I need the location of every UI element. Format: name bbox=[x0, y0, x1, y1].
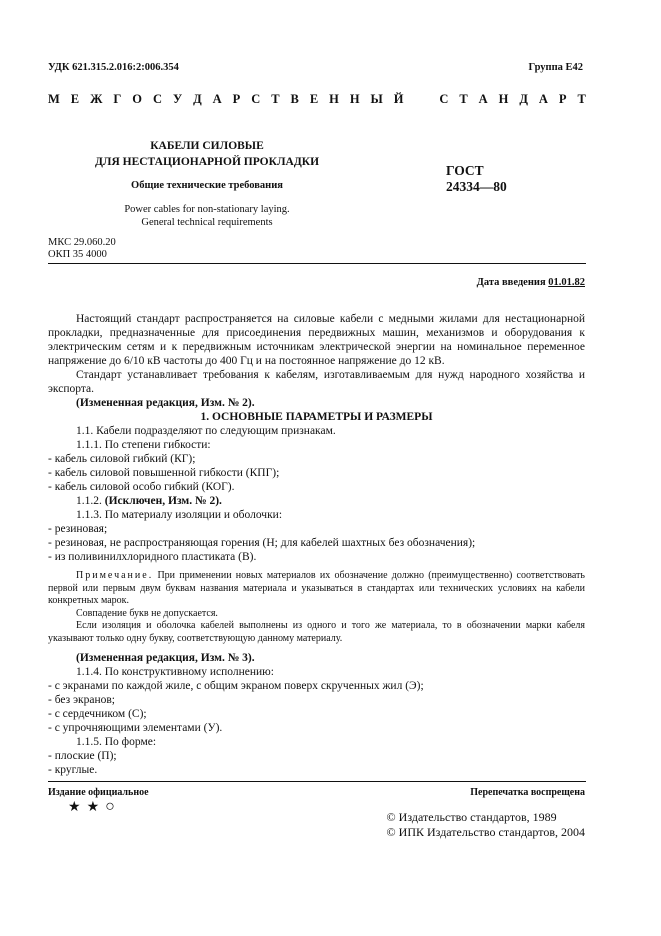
clause-1-1-2-text: (Исключен, Изм. № 2). bbox=[104, 495, 222, 507]
banner-letter: Г bbox=[113, 92, 122, 106]
banner-letter: Н bbox=[329, 92, 339, 106]
clause-1-1-2-number: 1.1.2. bbox=[76, 495, 105, 507]
flex-item-1: - кабель силовой гибкий (КГ); bbox=[48, 453, 196, 465]
section-heading-1: 1. ОСНОВНЫЕ ПАРАМЕТРЫ И РАЗМЕРЫ bbox=[200, 411, 433, 423]
classification-codes bbox=[48, 237, 116, 261]
official-edition-label: Издание официальное bbox=[48, 787, 149, 798]
standard-banner bbox=[48, 92, 586, 107]
divider-top bbox=[48, 263, 586, 264]
banner-letter: Е bbox=[70, 92, 80, 106]
banner-letter: Н bbox=[349, 92, 360, 106]
banner-letter: В bbox=[290, 92, 299, 106]
banner-letter: О bbox=[132, 92, 143, 106]
banner-spacer bbox=[414, 92, 428, 107]
document-body bbox=[48, 312, 585, 777]
okp-code: ОКП 35 4000 bbox=[48, 249, 107, 260]
banner-letter: Ж bbox=[90, 92, 103, 106]
material-item-1: - резиновая; bbox=[48, 523, 108, 535]
flex-item-2: - кабель силовой повышенной гибкости (КПГ); bbox=[48, 467, 280, 479]
star-icon: ★ bbox=[68, 799, 81, 815]
note-paragraph-3: Если изоляция и оболочка кабелей выполнены из одного и того же материала, то в обозначении марки кабеля указывают только одну букву, соответствующую данному материалу. bbox=[48, 620, 585, 644]
banner-letter: А bbox=[478, 92, 488, 106]
gost-label: ГОСТ bbox=[446, 163, 484, 178]
copyright-block bbox=[387, 810, 585, 840]
date-value: 01.01.82 bbox=[548, 277, 585, 288]
revision-note-3: (Измененная редакция, Изм. № 3). bbox=[76, 652, 255, 664]
banner-letter: А bbox=[538, 92, 548, 106]
clause-1-1-4: 1.1.4. По конструктивному исполнению: bbox=[76, 666, 274, 678]
banner-letter: Н bbox=[498, 92, 509, 106]
title-block bbox=[60, 138, 354, 229]
banner-letter: Ы bbox=[370, 92, 383, 106]
clause-1-1-1: 1.1.1. По степени гибкости: bbox=[76, 439, 211, 451]
banner-letter: Д bbox=[193, 92, 202, 106]
introduction-date bbox=[477, 277, 585, 288]
revision-note-2: (Измененная редакция, Изм. № 2). bbox=[76, 397, 255, 409]
title-line-1: КАБЕЛИ СИЛОВЫЕ bbox=[150, 140, 264, 152]
banner-letter: С bbox=[439, 92, 449, 106]
star-icon: ★ bbox=[86, 799, 100, 815]
material-item-2: - резиновая, не распространяющая горения (Н; для кабелей шахтных без обозначения); bbox=[48, 537, 476, 549]
banner-letter: Т bbox=[271, 92, 280, 106]
english-title-line-1: Power cables for non-stationary laying. bbox=[124, 204, 290, 215]
banner-letter: Е bbox=[309, 92, 319, 106]
material-item-3: - из поливинилхлоридного пластиката (В). bbox=[48, 551, 257, 563]
banner-letter: Т bbox=[459, 92, 468, 106]
subtitle: Общие технические требования bbox=[131, 180, 283, 191]
english-title-line-2: General technical requirements bbox=[141, 217, 273, 228]
banner-letter: Й bbox=[393, 92, 404, 106]
shape-item-2: - круглые. bbox=[48, 764, 98, 776]
reprint-prohibited-label: Перепечатка воспрещена bbox=[470, 787, 585, 798]
note-paragraph-2: Совпадение букв не допускается. bbox=[76, 607, 218, 619]
banner-letter: Д bbox=[519, 92, 528, 106]
edition-marks bbox=[68, 798, 115, 816]
gost-number: 24334—80 bbox=[446, 179, 507, 194]
gost-designation bbox=[446, 163, 507, 195]
banner-letter: Р bbox=[558, 92, 567, 106]
mks-code: МКС 29.060.20 bbox=[48, 237, 116, 248]
clause-1-1-2 bbox=[48, 494, 585, 508]
title-line-2: ДЛЯ НЕСТАЦИОНАРНОЙ ПРОКЛАДКИ bbox=[94, 156, 320, 168]
banner-letter: С bbox=[251, 92, 261, 106]
clause-1-1: 1.1. Кабели подразделяют по следующим признакам. bbox=[76, 425, 336, 437]
shape-item-1: - плоские (П); bbox=[48, 750, 117, 762]
copyright-line-2: © ИПК Издательство стандартов, 2004 bbox=[386, 825, 585, 839]
flex-item-3: - кабель силовой особо гибкий (КОГ). bbox=[48, 481, 235, 493]
copyright-line-1: © Издательство стандартов, 1989 bbox=[386, 810, 557, 824]
note-label: Примечание. bbox=[76, 570, 154, 581]
banner-letter: Р bbox=[232, 92, 241, 106]
banner-letter: Т bbox=[577, 92, 586, 106]
date-label: Дата введения bbox=[476, 277, 546, 288]
intro-paragraph-2: Стандарт устанавливает требования к кабелям, изготавливаемым для нужд народного хозяйства и экспорта. bbox=[48, 369, 585, 395]
banner-letter: А bbox=[212, 92, 222, 106]
note-paragraph bbox=[48, 570, 585, 608]
design-item-3: - с сердечником (С); bbox=[48, 708, 147, 720]
design-item-4: - с упрочняющими элементами (У). bbox=[48, 722, 223, 734]
clause-1-1-3: 1.1.3. По материалу изоляции и оболочки: bbox=[76, 509, 283, 521]
banner-letter: С bbox=[152, 92, 163, 106]
design-item-2: - без экранов; bbox=[48, 694, 115, 706]
banner-letter: М bbox=[48, 92, 60, 106]
english-title bbox=[60, 203, 354, 229]
banner-letter: У bbox=[172, 92, 183, 106]
note-text: При применении новых материалов их обозначение должно (преимущественно) соответствовать первой или первым двум буквам названия материала и указываться в стандартах или технических условиях на кабели конкретных марок. bbox=[48, 570, 585, 606]
divider-bottom bbox=[48, 781, 586, 782]
group-code: Группа Е42 bbox=[528, 62, 583, 73]
clause-1-1-5: 1.1.5. По форме: bbox=[76, 736, 157, 748]
design-item-1: - с экранами по каждой жиле, с общим экраном поверх скрученных жил (Э); bbox=[48, 680, 424, 692]
intro-paragraph-1: Настоящий стандарт распространяется на силовые кабели с медными жилами для нестационарной прокладки, предназначенные для присоединения передвижных машин, механизмов и оборудования к электрическим сетям и к передвижным источникам электрической энергии на номинальное переменное напряжение до 6/10 кВ частоты до 400 Гц и на постоянное напряжение до 12 кВ. bbox=[48, 313, 585, 367]
circle-icon: ○ bbox=[105, 798, 115, 815]
udk-code: УДК 621.315.2.016:2:006.354 bbox=[48, 62, 179, 73]
